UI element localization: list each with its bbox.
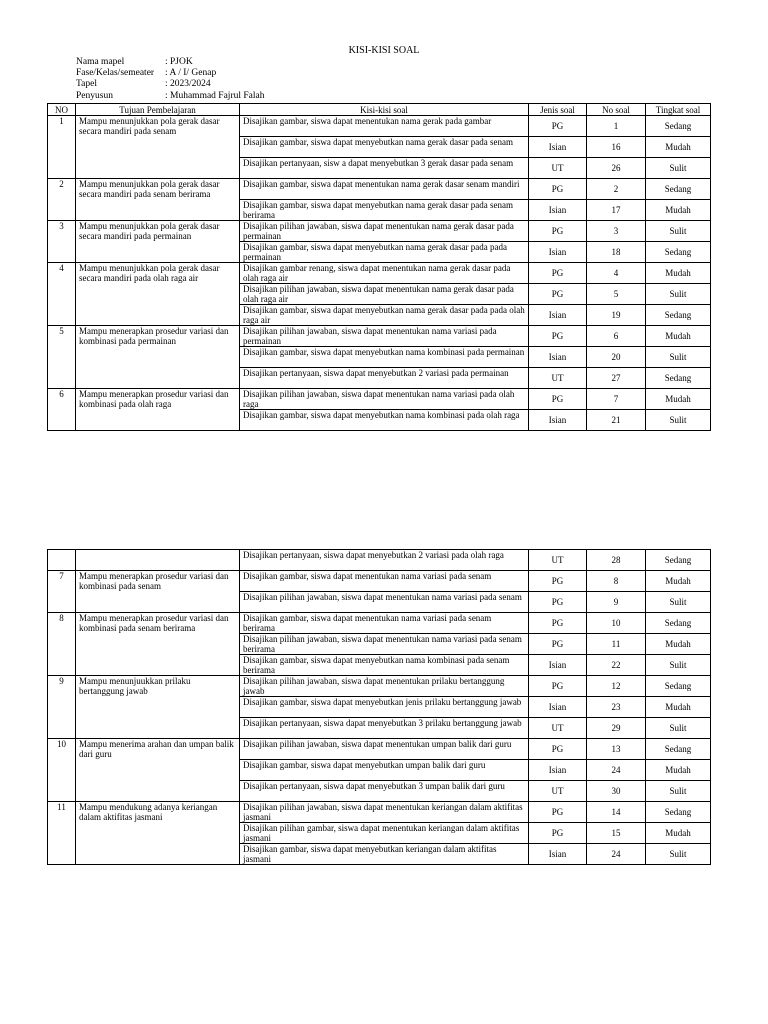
cell-tujuan: Mampu menerapkan prosedur variasi dan kombinasi pada senam berirama: [76, 613, 240, 676]
cell-no: 4: [48, 263, 76, 326]
cell-nomor: 15: [587, 823, 646, 844]
cell-tingkat: Mudah: [646, 634, 711, 655]
meta-label: Tapel: [76, 79, 97, 90]
meta-row: [76, 68, 264, 79]
cell-tujuan: Mampu menunjuukkan prilaku bertanggung jawab: [76, 676, 240, 739]
cell-nomor: 8: [587, 571, 646, 592]
header-jenis: Jenis soal: [529, 104, 587, 116]
cell-jenis: PG: [529, 739, 587, 760]
document-title: KISI-KISI SOAL: [348, 45, 420, 56]
cell-tingkat: Mudah: [646, 389, 711, 410]
header-kisi: Kisi-kisi soal: [240, 104, 529, 116]
cell-tingkat: Sedang: [646, 179, 711, 200]
cell-tingkat: Mudah: [646, 760, 711, 781]
cell-kisi: Disajikan gambar renang, siswa dapat menentukan nama gerak dasar pada olah raga air: [240, 263, 529, 284]
cell-kisi: Disajikan gambar, siswa dapat menyebutkan nama gerak dasar pada pada permainan: [240, 242, 529, 263]
cell-kisi: Disajikan gambar, siswa dapat menentukan nama variasi pada senam: [240, 571, 529, 592]
cell-jenis: Isian: [529, 410, 587, 431]
cell-kisi: Disajikan pilihan jawaban, siswa dapat menentukan keriangan dalam aktifitas jasmani: [240, 802, 529, 823]
cell-jenis: PG: [529, 116, 587, 137]
cell-kisi: Disajikan pertanyaan, siswa dapat menyebutkan 3 umpan balik dari guru: [240, 781, 529, 802]
cell-nomor: 27: [587, 368, 646, 389]
cell-nomor: 17: [587, 200, 646, 221]
cell-nomor: 4: [587, 263, 646, 284]
cell-jenis: Isian: [529, 305, 587, 326]
cell-nomor: 6: [587, 326, 646, 347]
cell-jenis: Isian: [529, 200, 587, 221]
table-header-row: [48, 104, 711, 116]
cell-tingkat: Sedang: [646, 368, 711, 389]
kisi-table-page1: [47, 103, 711, 431]
cell-no: 8: [48, 613, 76, 676]
table-row: [48, 326, 711, 347]
cell-tingkat: Sulit: [646, 347, 711, 368]
cell-no: 10: [48, 739, 76, 802]
cell-nomor: 16: [587, 137, 646, 158]
meta-row: [76, 91, 264, 102]
cell-jenis: UT: [529, 368, 587, 389]
table-row: [48, 802, 711, 823]
cell-jenis: Isian: [529, 760, 587, 781]
cell-tingkat: Mudah: [646, 263, 711, 284]
cell-jenis: PG: [529, 613, 587, 634]
cell-tingkat: Sulit: [646, 844, 711, 865]
cell-tingkat: Sulit: [646, 410, 711, 431]
cell-tingkat: Sulit: [646, 158, 711, 179]
cell-jenis: Isian: [529, 655, 587, 676]
cell-nomor: 12: [587, 676, 646, 697]
cell-tingkat: Sulit: [646, 718, 711, 739]
cell-kisi: Disajikan gambar, siswa dapat menyebutkan nama kombinasi pada senam berirama: [240, 655, 529, 676]
table-row: [48, 389, 711, 410]
kisi-table-page2: [47, 549, 711, 865]
cell-nomor: 5: [587, 284, 646, 305]
cell-no: 2: [48, 179, 76, 221]
cell-tingkat: Sedang: [646, 613, 711, 634]
cell-jenis: Isian: [529, 844, 587, 865]
cell-nomor: 30: [587, 781, 646, 802]
cell-tujuan: Mampu menunjukkan pola gerak dasar secara mandiri pada permainan: [76, 221, 240, 263]
cell-tingkat: Mudah: [646, 697, 711, 718]
meta-value: : 2023/2024: [165, 79, 211, 90]
table-row: [48, 613, 711, 634]
cell-nomor: 18: [587, 242, 646, 263]
cell-tingkat: Sulit: [646, 284, 711, 305]
cell-jenis: PG: [529, 326, 587, 347]
cell-kisi: Disajikan gambar, siswa dapat menyebutkan nama gerak dasar pada pada olah raga air: [240, 305, 529, 326]
cell-tingkat: Sedang: [646, 305, 711, 326]
cell-jenis: PG: [529, 823, 587, 844]
cell-tingkat: Mudah: [646, 200, 711, 221]
cell-kisi: Disajikan pertanyaan, siswa dapat menyebutkan 2 variasi pada permainan: [240, 368, 529, 389]
cell-tingkat: Mudah: [646, 823, 711, 844]
table-row: [48, 116, 711, 137]
cell-tujuan: Mampu menunjukkan pola gerak dasar secara mandiri pada senam berirama: [76, 179, 240, 221]
cell-kisi: Disajikan gambar, siswa dapat menyebutkan nama kombinasi pada permainan: [240, 347, 529, 368]
cell-tingkat: Sedang: [646, 739, 711, 760]
cell-nomor: 10: [587, 613, 646, 634]
cell-nomor: 20: [587, 347, 646, 368]
cell-jenis: PG: [529, 389, 587, 410]
cell-nomor: 2: [587, 179, 646, 200]
cell-tingkat: Mudah: [646, 137, 711, 158]
table-row: [48, 571, 711, 592]
cell-kisi: Disajikan gambar, siswa dapat menyebutkan jenis prilaku bertanggung jawab: [240, 697, 529, 718]
cell-tingkat: Sulit: [646, 592, 711, 613]
cell-nomor: 24: [587, 844, 646, 865]
header-nomor: No soal: [587, 104, 646, 116]
cell-no: 6: [48, 389, 76, 431]
cell-nomor: 3: [587, 221, 646, 242]
table-row: [48, 739, 711, 760]
meta-value: : Muhammad Fajrul Falah: [165, 90, 265, 101]
cell-tujuan: Mampu menunjukkan pola gerak dasar secara mandiri pada olah raga air: [76, 263, 240, 326]
cell-tingkat: Sedang: [646, 116, 711, 137]
cell-jenis: UT: [529, 781, 587, 802]
cell-nomor: 11: [587, 634, 646, 655]
cell-no: 9: [48, 676, 76, 739]
cell-kisi: Disajikan pilihan jawaban, siswa dapat menentukan nama variasi pada permainan: [240, 326, 529, 347]
cell-tujuan: Mampu menerima arahan dan umpan balik dari guru: [76, 739, 240, 802]
meta-row: [76, 57, 264, 68]
cell-jenis: PG: [529, 592, 587, 613]
cell-kisi: Disajikan pilihan jawaban, siswa dapat menentukan nama gerak dasar pada permainan: [240, 221, 529, 242]
cell-jenis: PG: [529, 179, 587, 200]
cell-kisi: Disajikan pilihan jawaban, siswa dapat menentukan nama variasi pada senam berirama: [240, 634, 529, 655]
table-body: [48, 116, 711, 431]
cell-tujuan: [76, 550, 240, 571]
cell-jenis: Isian: [529, 137, 587, 158]
table-row: [48, 263, 711, 284]
cell-kisi: Disajikan pilihan gambar, siswa dapat menentukan keriangan dalam aktifitas jasmani: [240, 823, 529, 844]
cell-nomor: 19: [587, 305, 646, 326]
cell-nomor: 22: [587, 655, 646, 676]
cell-jenis: PG: [529, 221, 587, 242]
cell-nomor: 23: [587, 697, 646, 718]
cell-tingkat: Sulit: [646, 781, 711, 802]
cell-kisi: Disajikan pertanyaan, siswa dapat menyebutkan 3 prilaku bertanggung jawab: [240, 718, 529, 739]
cell-nomor: 24: [587, 760, 646, 781]
cell-tingkat: Sedang: [646, 676, 711, 697]
cell-kisi: Disajikan gambar, siswa dapat menyebutkan keriangan dalam aktifitas jasmani: [240, 844, 529, 865]
cell-jenis: Isian: [529, 242, 587, 263]
cell-jenis: UT: [529, 550, 587, 571]
cell-nomor: 7: [587, 389, 646, 410]
cell-nomor: 14: [587, 802, 646, 823]
cell-kisi: Disajikan gambar, siswa dapat menyebutkan nama gerak dasar pada senam: [240, 137, 529, 158]
cell-jenis: UT: [529, 718, 587, 739]
cell-kisi: Disajikan gambar, siswa dapat menentukan nama variasi pada senam berirama: [240, 613, 529, 634]
cell-kisi: Disajikan gambar, siswa dapat menentukan nama gerak dasar senam mandiri: [240, 179, 529, 200]
meta-label: Penyusun: [76, 90, 113, 101]
table-body: [48, 550, 711, 865]
cell-tingkat: Mudah: [646, 571, 711, 592]
cell-kisi: Disajikan pilihan jawaban, siswa dapat menentukan nama variasi pada senam: [240, 592, 529, 613]
cell-kisi: Disajikan pilihan jawaban, siswa dapat menentukan umpan balik dari guru: [240, 739, 529, 760]
cell-jenis: PG: [529, 284, 587, 305]
cell-jenis: PG: [529, 802, 587, 823]
cell-tingkat: Sedang: [646, 242, 711, 263]
cell-kisi: Disajikan pertanyaan, sisw a dapat menyebutkan 3 gerak dasar pada senam: [240, 158, 529, 179]
header-tujuan: Tujuan Pembelajaran: [76, 104, 240, 116]
header-tingkat: Tingkat soal: [646, 104, 711, 116]
meta-label: Fase/Kelas/semeater: [76, 68, 155, 79]
cell-tujuan: Mampu menerapkan prosedur variasi dan kombinasi pada senam: [76, 571, 240, 613]
cell-nomor: 29: [587, 718, 646, 739]
cell-nomor: 1: [587, 116, 646, 137]
cell-jenis: PG: [529, 676, 587, 697]
meta-row: [76, 79, 264, 90]
table-row: [48, 550, 711, 571]
table-row: [48, 676, 711, 697]
cell-jenis: Isian: [529, 697, 587, 718]
cell-nomor: 26: [587, 158, 646, 179]
cell-nomor: 9: [587, 592, 646, 613]
header-no: NO: [48, 104, 76, 116]
meta-value: : A / I/ Genap: [165, 68, 217, 79]
cell-jenis: PG: [529, 263, 587, 284]
cell-jenis: PG: [529, 571, 587, 592]
cell-tujuan: Mampu menerapkan prosedur variasi dan kombinasi pada permainan: [76, 326, 240, 389]
cell-tingkat: Sulit: [646, 655, 711, 676]
cell-kisi: Disajikan pertanyaan, siswa dapat menyebutkan 2 variasi pada olah raga: [240, 550, 529, 571]
table-row: [48, 221, 711, 242]
cell-kisi: Disajikan gambar, siswa dapat menyebutkan umpan balik dari guru: [240, 760, 529, 781]
cell-no: 5: [48, 326, 76, 389]
cell-tingkat: Sedang: [646, 550, 711, 571]
meta-value: : PJOK: [165, 57, 193, 67]
cell-jenis: UT: [529, 158, 587, 179]
meta-label: Nama mapel: [76, 57, 125, 67]
cell-kisi: Disajikan gambar, siswa dapat menentukan nama gerak pada gambar: [240, 116, 529, 137]
cell-jenis: PG: [529, 634, 587, 655]
document-meta: [76, 57, 264, 102]
cell-tingkat: Sedang: [646, 802, 711, 823]
cell-tingkat: Sulit: [646, 221, 711, 242]
cell-no: 1: [48, 116, 76, 179]
cell-no: [48, 550, 76, 571]
cell-kisi: Disajikan gambar, siswa dapat menyebutkan nama kombinasi pada olah raga: [240, 410, 529, 431]
cell-no: 7: [48, 571, 76, 613]
table-row: [48, 179, 711, 200]
cell-nomor: 13: [587, 739, 646, 760]
cell-jenis: Isian: [529, 347, 587, 368]
cell-tingkat: Mudah: [646, 326, 711, 347]
cell-kisi: Disajikan pilihan jawaban, siswa dapat menentukan nama gerak dasar pada olah raga air: [240, 284, 529, 305]
cell-tujuan: Mampu menerapkan prosedur variasi dan kombinasi pada olah raga: [76, 389, 240, 431]
cell-no: 3: [48, 221, 76, 263]
cell-no: 11: [48, 802, 76, 865]
cell-kisi: Disajikan pilihan jawaban, siswa dapat menentukan prilaku bertanggung jawab: [240, 676, 529, 697]
cell-tujuan: Mampu mendukung adanya keriangan dalam aktifitas jasmani: [76, 802, 240, 865]
cell-kisi: Disajikan pilihan jawaban, siswa dapat menentukan nama variasi pada olah raga: [240, 389, 529, 410]
cell-nomor: 21: [587, 410, 646, 431]
cell-tujuan: Mampu menunjukkan pola gerak dasar secara mandiri pada senam: [76, 116, 240, 179]
cell-nomor: 28: [587, 550, 646, 571]
cell-kisi: Disajikan gambar, siswa dapat menyebutkan nama gerak dasar pada senam berirama: [240, 200, 529, 221]
